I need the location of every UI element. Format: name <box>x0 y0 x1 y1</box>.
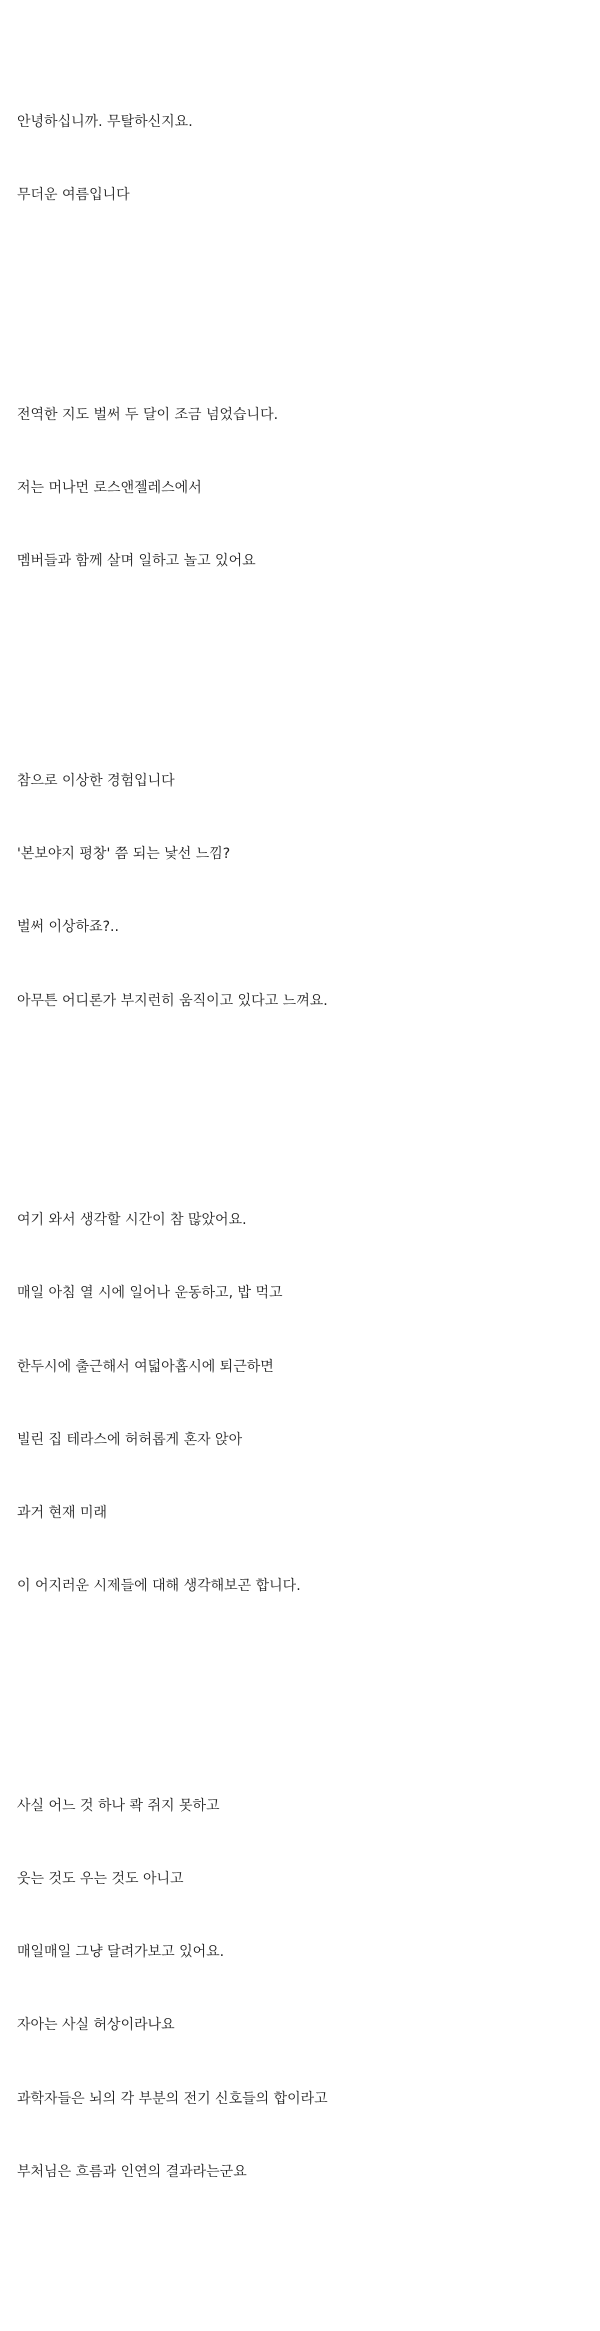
text-line: 아무튼 어디론가 부지런히 움직이고 있다고 느껴요. <box>17 992 328 1009</box>
text-line: 과거 현재 미래 <box>17 1504 108 1521</box>
text-line: 벌써 이상하죠?.. <box>17 919 119 936</box>
text-line: 안녕하십니까. 무탈하신지요. <box>17 114 193 131</box>
text-line: 한두시에 출근해서 여덟아홉시에 퇴근하면 <box>17 1358 274 1375</box>
text-line: 자아는 사실 허상이라나요 <box>17 2017 175 2034</box>
text-line: 매일 아침 열 시에 일어나 운동하고, 밥 먹고 <box>17 1285 283 1302</box>
text-line: 이 어지러운 시제들에 대해 생각해보곤 합니다. <box>17 1578 301 1595</box>
post-body <box>17 0 587 2331</box>
text-line: 저는 머나먼 로스앤젤레스에서 <box>17 480 202 497</box>
text-line: 사실 어느 것 하나 콱 쥐지 못하고 <box>17 1797 220 1814</box>
text-line: '본보야지 평창' 쯤 되는 낯선 느낌? <box>17 846 231 863</box>
text-line: 매일매일 그냥 달려가보고 있어요. <box>17 1944 225 1961</box>
text-line: 부처님은 흐름과 인연의 결과라는군요 <box>17 2163 247 2180</box>
text-line: 과학자들은 뇌의 각 부분의 전기 신호들의 합이라고 <box>17 2090 328 2107</box>
paragraph-reflection <box>17 1745 587 2233</box>
text-line: 여기 와서 생각할 시간이 참 많았어요. <box>17 1212 247 1229</box>
paragraph-daily-life <box>17 1159 587 1647</box>
paragraph-experience <box>17 720 587 1062</box>
text-line: 빌린 집 테라스에 허허롭게 혼자 앉아 <box>17 1431 243 1448</box>
paragraph-greeting <box>17 61 587 256</box>
paragraph-discharge <box>17 354 587 622</box>
text-line: 전역한 지도 벌써 두 달이 조금 넘었습니다. <box>17 406 279 423</box>
text-line: 웃는 것도 우는 것도 아니고 <box>17 1870 184 1887</box>
text-line: 무더운 여름입니다 <box>17 187 130 204</box>
text-line: 참으로 이상한 경험입니다 <box>17 772 175 789</box>
text-line: 멤버들과 함께 살며 일하고 놀고 있어요 <box>17 553 256 570</box>
